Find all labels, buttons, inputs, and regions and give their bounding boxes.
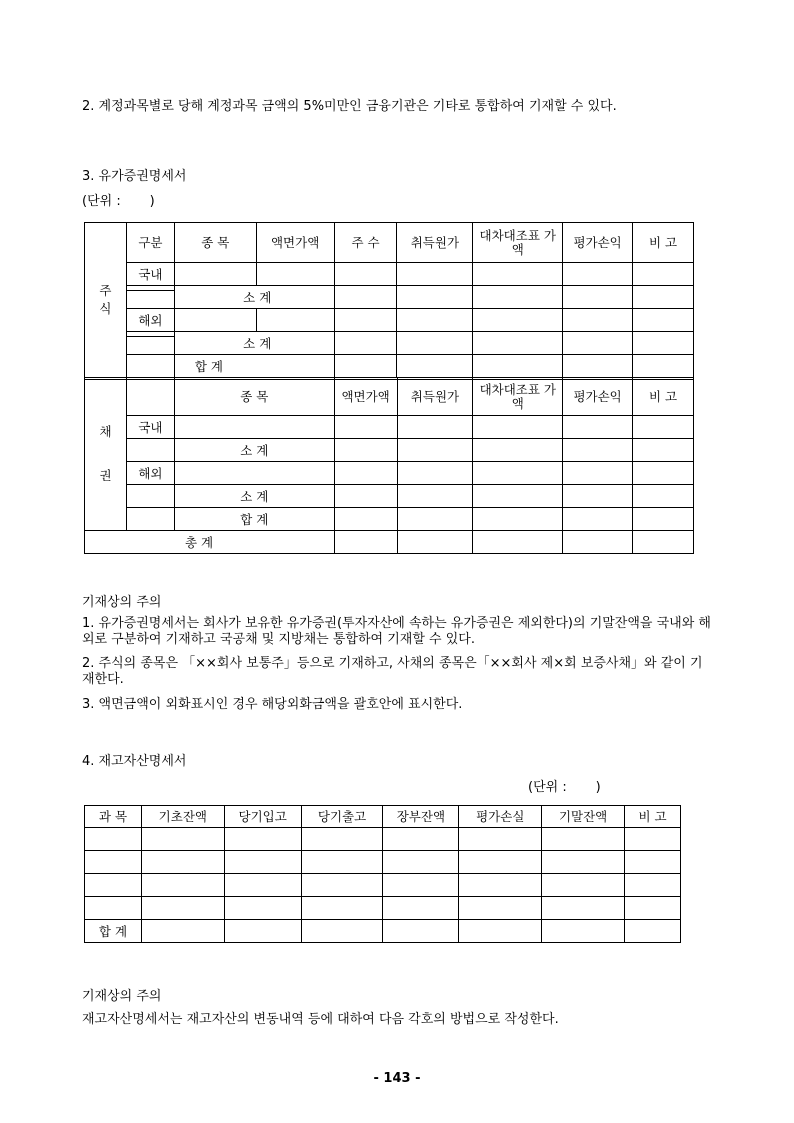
section3-note-3: 3. 액면금액이 외화표시인 경우 해당외화금액을 괄호안에 표시한다.	[82, 697, 463, 712]
inventory-header-closing: 기말잔액	[542, 806, 625, 828]
stock-foreign-subtotal: 소 계	[174, 332, 334, 355]
stock-header-shares: 주 수	[334, 223, 397, 263]
bond-domestic-subtotal: 소 계	[174, 439, 334, 462]
inventory-header-issues: 당기출고	[301, 806, 383, 828]
bond-header-bs-value: 대차대조표 가 액	[473, 378, 563, 416]
bond-header-item: 종 목	[174, 378, 334, 416]
bond-domestic-label: 국내	[126, 416, 174, 439]
inventory-header-remarks: 비 고	[625, 806, 681, 828]
stock-header-bs-value: 대차대조표 가 액	[473, 223, 563, 263]
stock-domestic-label: 국내	[126, 263, 174, 286]
intro-note-2: 2. 계정과목별로 당해 계정과목 금액의 5%미만인 금융기관은 기타로 통합하여 기재할 수 있다.	[82, 99, 617, 114]
stock-domestic-spacer	[126, 286, 174, 309]
inventory-table	[84, 805, 681, 943]
section3-notes-title: 기재상의 주의	[82, 595, 162, 610]
page-number: - 143 -	[373, 1071, 421, 1086]
inventory-total: 합 계	[85, 920, 142, 943]
bond-header-acquisition-cost: 취득원가	[397, 378, 473, 416]
bond-side-label: 채 권	[85, 378, 127, 531]
stock-header-remarks: 비 고	[633, 223, 694, 263]
bond-header-face-value: 액면가액	[334, 378, 397, 416]
bond-table	[84, 377, 694, 554]
inventory-header-account: 과 목	[85, 806, 142, 828]
stock-header-valuation: 평가손익	[563, 223, 633, 263]
section4-notes-title: 기재상의 주의	[82, 989, 162, 1004]
stock-total: 합 계	[174, 355, 334, 379]
section4-title: 4. 재고자산명세서	[82, 754, 187, 769]
stock-foreign-spacer	[126, 332, 174, 355]
stock-header-face-value: 액면가액	[256, 223, 334, 263]
section3-note-2: 2. 주식의 종목은 「××회사 보통주」등으로 기재하고, 사채의 종목은「××회사 제×회 보증사채」와 같이 기재한다.	[82, 656, 703, 687]
bond-foreign-subtotal: 소 계	[174, 485, 334, 508]
section3-unit: (단위 : )	[82, 194, 155, 209]
stock-header-acquisition-cost: 취득원가	[397, 223, 473, 263]
section4-unit: (단위 : )	[528, 780, 601, 795]
grand-total: 총 계	[85, 531, 335, 554]
stock-domestic-subtotal: 소 계	[174, 286, 334, 309]
section3-note-1: 1. 유가증권명세서는 회사가 보유한 유가증권(투자자산에 속하는 유가증권은 제외한다)의 기말잔액을 국내와 해외로 구분하여 기재하고 국공채 및 지방채는 통합하여 기재할 수 있다.	[82, 616, 711, 647]
stock-side-label: 주 식	[85, 223, 127, 379]
inventory-header-opening: 기초잔액	[141, 806, 224, 828]
inventory-header-loss: 평가손실	[459, 806, 542, 828]
stock-table	[84, 222, 694, 380]
stock-foreign-label: 해외	[126, 309, 174, 332]
bond-total: 합 계	[174, 508, 334, 531]
inventory-header-book: 장부잔액	[383, 806, 459, 828]
bond-header-valuation: 평가손익	[563, 378, 633, 416]
inventory-header-receipts: 당기입고	[224, 806, 301, 828]
bond-header-remarks: 비 고	[633, 378, 694, 416]
stock-header-item: 종 목	[174, 223, 256, 263]
section4-note-1: 재고자산명세서는 재고자산의 변동내역 등에 대하여 다음 각호의 방법으로 작성한다.	[82, 1012, 559, 1027]
bond-foreign-label: 해외	[126, 462, 174, 485]
stock-header-category: 구분	[126, 223, 174, 263]
section3-title: 3. 유가증권명세서	[82, 169, 187, 184]
